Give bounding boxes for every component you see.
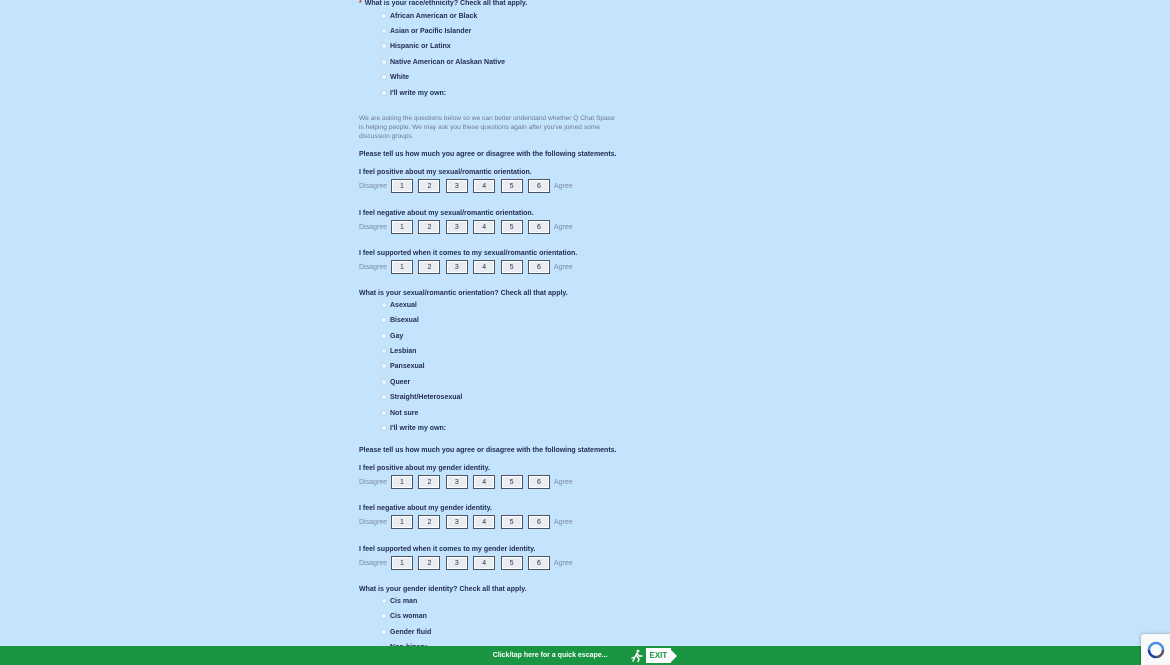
- option-radio[interactable]: [381, 363, 387, 369]
- orientation-option-asexual[interactable]: [381, 299, 417, 311]
- option-radio[interactable]: [381, 90, 387, 96]
- statement-positive-gender: I feel positive about my gender identity.: [359, 465, 490, 472]
- option-label: Lesbian: [390, 347, 417, 355]
- scale-button-6[interactable]: 6: [528, 475, 550, 489]
- scale-button-6[interactable]: 6: [528, 515, 550, 529]
- race-question-text: What is your race/ethnicity? Check all that apply.: [364, 0, 528, 7]
- scale-supported-orientation: [359, 259, 573, 275]
- disagree-label: Disagree: [359, 518, 388, 526]
- option-label: Cis man: [390, 597, 418, 605]
- quick-escape-bar[interactable]: [0, 646, 1170, 665]
- option-radio[interactable]: [381, 317, 387, 323]
- exit-label[interactable]: EXIT: [646, 648, 672, 663]
- recaptcha-icon: [1147, 641, 1165, 659]
- scale-button-1[interactable]: 1: [391, 179, 413, 193]
- option-radio[interactable]: [381, 348, 387, 354]
- orientation-question-label: What is your sexual/romantic orientation? Check all that apply.: [359, 290, 568, 297]
- option-label: Pansexual: [390, 362, 425, 370]
- required-mark: *: [359, 0, 362, 7]
- agree-label: Agree: [553, 518, 573, 526]
- option-label: Asexual: [390, 301, 417, 309]
- disagree-label: Disagree: [359, 223, 388, 231]
- gender-option-cis-man[interactable]: [381, 595, 417, 607]
- orientation-option-gay[interactable]: [381, 330, 403, 342]
- option-label: Cis woman: [390, 612, 427, 620]
- scale-button-5[interactable]: 5: [501, 220, 523, 234]
- scale-negative-orientation: [359, 219, 573, 235]
- statement-supported-gender: I feel supported when it comes to my gender identity.: [359, 546, 536, 553]
- agree-label: Agree: [553, 182, 573, 190]
- scale-button-2[interactable]: 2: [418, 260, 440, 274]
- race-option-hispanic[interactable]: [381, 40, 451, 52]
- option-label: Straight/Heterosexual: [390, 393, 463, 401]
- orientation-option-queer[interactable]: [381, 376, 410, 388]
- scale-button-4[interactable]: 4: [473, 179, 495, 193]
- running-man-exit-icon: [630, 649, 644, 662]
- scale-button-6[interactable]: 6: [528, 179, 550, 193]
- race-question-label: [359, 0, 527, 7]
- scale-button-1[interactable]: 1: [391, 475, 413, 489]
- disagree-label: Disagree: [359, 559, 388, 567]
- scale-button-3[interactable]: 3: [446, 556, 468, 570]
- scale-button-3[interactable]: 3: [446, 475, 468, 489]
- scale-button-1[interactable]: 1: [391, 260, 413, 274]
- gender-question-label: What is your gender identity? Check all that apply.: [359, 586, 527, 593]
- option-label: African American or Black: [390, 12, 478, 20]
- race-option-native-american[interactable]: [381, 56, 505, 68]
- option-radio[interactable]: [381, 74, 387, 80]
- option-radio[interactable]: [381, 613, 387, 619]
- scale-button-5[interactable]: 5: [501, 179, 523, 193]
- option-radio[interactable]: [381, 629, 387, 635]
- recaptcha-badge[interactable]: [1141, 634, 1170, 665]
- orientation-instruction: Please tell us how much you agree or disagree with the following statements.: [359, 151, 617, 158]
- statement-positive-orientation: I feel positive about my sexual/romantic orientation.: [359, 169, 532, 176]
- scale-button-1[interactable]: 1: [391, 220, 413, 234]
- race-option-write-own[interactable]: [381, 87, 446, 99]
- scale-button-4[interactable]: 4: [473, 220, 495, 234]
- scale-button-5[interactable]: 5: [501, 260, 523, 274]
- scale-button-2[interactable]: 2: [418, 515, 440, 529]
- intro-paragraph: We are asking the questions below so we can better understand whether Q Chat Space is helping people. We may ask you these questions again after you've joined some discussion groups.: [359, 115, 615, 140]
- option-radio[interactable]: [381, 59, 387, 65]
- scale-button-2[interactable]: 2: [418, 475, 440, 489]
- gender-instruction: Please tell us how much you agree or disagree with the following statements.: [359, 447, 617, 454]
- scale-button-6[interactable]: 6: [528, 220, 550, 234]
- orientation-option-not-sure[interactable]: [381, 407, 418, 419]
- gender-option-cis-woman[interactable]: [381, 610, 427, 622]
- disagree-label: Disagree: [359, 478, 388, 486]
- option-radio[interactable]: [381, 13, 387, 19]
- scale-positive-orientation: [359, 178, 573, 194]
- disagree-label: Disagree: [359, 263, 388, 271]
- orientation-option-bisexual[interactable]: [381, 314, 419, 326]
- agree-label: Agree: [553, 559, 573, 567]
- scale-button-5[interactable]: 5: [501, 556, 523, 570]
- option-label: Queer: [390, 378, 411, 386]
- scale-button-3[interactable]: 3: [446, 220, 468, 234]
- scale-button-3[interactable]: 3: [446, 515, 468, 529]
- option-label: Gay: [390, 332, 404, 340]
- agree-label: Agree: [553, 478, 573, 486]
- statement-negative-gender: I feel negative about my gender identity.: [359, 505, 492, 512]
- option-radio[interactable]: [381, 598, 387, 604]
- scale-button-6[interactable]: 6: [528, 260, 550, 274]
- quick-escape-text[interactable]: Click/tap here for a quick escape...: [492, 652, 608, 659]
- scale-positive-gender: [359, 474, 573, 490]
- option-label: I'll write my own:: [390, 89, 447, 97]
- agree-label: Agree: [553, 223, 573, 231]
- option-radio[interactable]: [381, 28, 387, 34]
- statement-negative-orientation: I feel negative about my sexual/romantic orientation.: [359, 210, 534, 217]
- race-option-african-american[interactable]: [381, 10, 477, 22]
- option-label: Native American or Alaskan Native: [390, 58, 506, 66]
- scale-button-4[interactable]: 4: [473, 515, 495, 529]
- option-radio[interactable]: [381, 333, 387, 339]
- option-radio[interactable]: [381, 394, 387, 400]
- option-radio[interactable]: [381, 379, 387, 385]
- option-label: White: [390, 73, 410, 81]
- option-label: Hispanic or Latinx: [390, 42, 451, 50]
- exit-button[interactable]: [630, 649, 678, 662]
- scale-supported-gender: [359, 555, 573, 571]
- option-radio[interactable]: [381, 302, 387, 308]
- scale-button-2[interactable]: 2: [418, 220, 440, 234]
- exit-arrow-icon: [671, 650, 677, 662]
- orientation-option-straight[interactable]: [381, 391, 462, 403]
- scale-button-5[interactable]: 5: [501, 475, 523, 489]
- agree-label: Agree: [553, 263, 573, 271]
- scale-button-4[interactable]: 4: [473, 260, 495, 274]
- scale-button-3[interactable]: 3: [446, 179, 468, 193]
- option-label: Gender fluid: [390, 628, 432, 636]
- gender-option-gender-fluid[interactable]: [381, 626, 431, 638]
- scale-negative-gender: [359, 514, 573, 530]
- option-label: Asian or Pacific Islander: [390, 27, 472, 35]
- scale-button-4[interactable]: 4: [473, 556, 495, 570]
- disagree-label: Disagree: [359, 182, 388, 190]
- orientation-option-write-own[interactable]: [381, 422, 446, 434]
- scale-button-1[interactable]: 1: [391, 556, 413, 570]
- option-radio[interactable]: [381, 43, 387, 49]
- option-label: I'll write my own:: [390, 424, 447, 432]
- option-label: Bisexual: [390, 316, 419, 324]
- scale-button-4[interactable]: 4: [473, 475, 495, 489]
- scale-button-6[interactable]: 6: [528, 556, 550, 570]
- scale-button-3[interactable]: 3: [446, 260, 468, 274]
- option-radio[interactable]: [381, 425, 387, 431]
- scale-button-2[interactable]: 2: [418, 179, 440, 193]
- race-option-white[interactable]: [381, 71, 409, 83]
- orientation-option-pansexual[interactable]: [381, 360, 425, 372]
- option-radio[interactable]: [381, 410, 387, 416]
- option-label: Not sure: [390, 409, 419, 417]
- orientation-option-lesbian[interactable]: [381, 345, 416, 357]
- scale-button-2[interactable]: 2: [418, 556, 440, 570]
- race-option-asian[interactable]: [381, 25, 471, 37]
- statement-supported-orientation: I feel supported when it comes to my sexual/romantic orientation.: [359, 250, 578, 257]
- scale-button-5[interactable]: 5: [501, 515, 523, 529]
- scale-button-1[interactable]: 1: [391, 515, 413, 529]
